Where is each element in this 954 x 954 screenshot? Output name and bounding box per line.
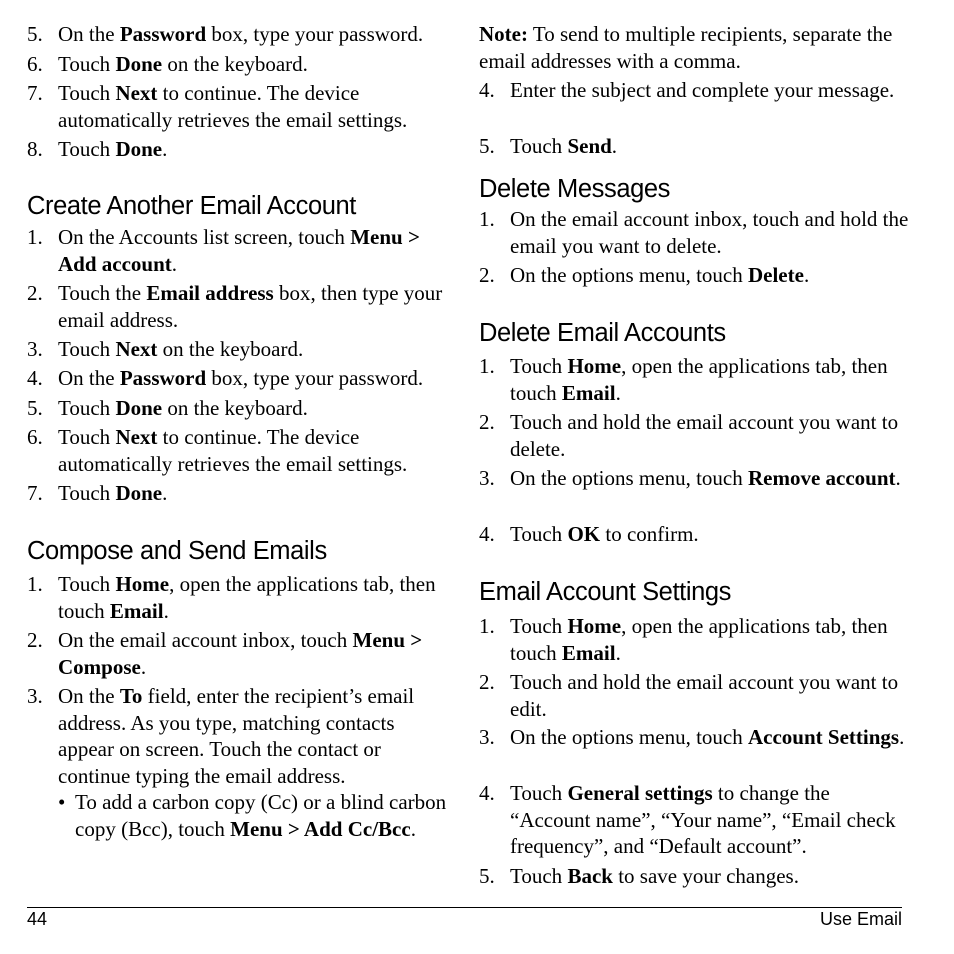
step-number: 1. <box>27 572 43 596</box>
text-run: On the options menu, touch <box>510 725 748 749</box>
step-number: 1. <box>479 614 495 638</box>
bold-term: Email <box>561 380 616 405</box>
step-text <box>510 409 910 462</box>
text-run: Touch <box>58 337 116 361</box>
step-text <box>58 136 450 163</box>
text-run: . <box>803 263 810 287</box>
bold-term: Email <box>561 640 616 665</box>
step-text <box>58 683 450 789</box>
text-run: . <box>140 654 147 679</box>
bold-term: Password <box>119 22 207 46</box>
text-run: . <box>611 134 618 158</box>
bold-term: Remove account <box>747 466 896 490</box>
step-number: 2. <box>479 670 495 694</box>
step-number: 2. <box>27 281 43 305</box>
step-number: 4. <box>479 781 495 805</box>
text-run: . <box>162 481 168 505</box>
text-run: Touch <box>510 354 568 378</box>
note-text <box>479 21 907 74</box>
section-heading: Create Another Email Account <box>27 192 356 220</box>
text-run: Touch the <box>58 281 147 305</box>
text-run: Touch <box>58 396 116 420</box>
bold-term: Done <box>115 396 163 420</box>
bold-term: OK <box>567 522 601 546</box>
bold-term: Password <box>119 366 207 390</box>
step-number: 6. <box>27 425 43 449</box>
text-run: On the options menu, touch <box>510 263 748 287</box>
step-text <box>510 669 910 722</box>
bold-term: Next <box>115 425 158 449</box>
step-number: 2. <box>479 263 495 287</box>
bold-term: Email address <box>146 281 274 305</box>
bold-term: Home <box>567 354 622 378</box>
text-run: On the options menu, touch <box>510 466 748 490</box>
bold-term: Home <box>115 572 170 596</box>
bold-term: Menu > Add account <box>58 225 420 276</box>
text-run: to continue. The device automatically retrieves the email settings. <box>58 81 408 132</box>
bold-term: Menu > Add Cc/Bcc <box>230 816 411 841</box>
step-number: 6. <box>27 52 43 76</box>
bullet-text <box>75 789 453 842</box>
step-text <box>510 353 910 406</box>
step-text <box>58 627 450 680</box>
section-heading: Delete Messages <box>479 175 671 203</box>
step-number: 2. <box>27 628 43 652</box>
step-number: 3. <box>27 684 43 708</box>
text-run: Touch and hold the email account you want to delete. <box>510 410 899 461</box>
text-run: Touch <box>510 614 568 638</box>
bold-term: Done <box>115 481 163 505</box>
text-run: On the <box>58 22 120 46</box>
step-text <box>510 206 910 259</box>
text-run: . <box>895 466 901 490</box>
bold-term: Note: <box>479 22 528 46</box>
text-run: On the email account inbox, touch and hold the email you want to delete. <box>510 207 909 258</box>
text-run: box, then type your email address. <box>58 281 443 332</box>
text-run: , open the applications tab, then touch <box>510 354 888 405</box>
text-run: . <box>899 725 905 749</box>
step-number: 8. <box>27 137 43 161</box>
text-run: . <box>162 137 168 161</box>
text-run: to continue. The device automatically retrieves the email settings. <box>58 425 408 476</box>
text-run: field, enter the recipient’s email address. As you type, matching contacts appear on screen. Touch the contact or continue typing the email address. <box>58 684 415 788</box>
step-text <box>58 365 450 392</box>
bold-term: Email <box>109 598 164 623</box>
step-text <box>510 724 910 751</box>
step-number: 3. <box>27 337 43 361</box>
step-text <box>510 77 910 104</box>
bold-term: Menu > Compose <box>58 628 423 679</box>
text-run: On the email account inbox, touch <box>58 628 353 652</box>
step-text <box>58 80 450 133</box>
text-run: Enter the subject and complete your message. <box>510 78 895 102</box>
section-heading: Delete Email Accounts <box>479 319 726 347</box>
bold-term: General settings <box>567 781 713 805</box>
step-text <box>58 336 450 363</box>
step-text <box>58 480 450 507</box>
step-number: 1. <box>479 207 495 231</box>
step-text <box>58 395 450 422</box>
text-run: on the keyboard. <box>162 52 308 76</box>
step-number: 1. <box>27 225 43 249</box>
text-run: to save your changes. <box>612 864 799 888</box>
section-heading: Email Account Settings <box>479 578 732 606</box>
text-run: on the keyboard. <box>162 396 308 420</box>
step-number: 7. <box>27 481 43 505</box>
text-run: . <box>615 380 621 405</box>
bold-term: Next <box>115 337 158 361</box>
step-number: 1. <box>479 354 495 378</box>
step-text <box>510 521 910 548</box>
text-run: Touch <box>58 572 116 596</box>
text-run: , open the applications tab, then touch <box>58 572 436 623</box>
step-text <box>58 571 450 624</box>
step-number: 5. <box>27 22 43 46</box>
text-run: Touch <box>58 481 116 505</box>
bold-term: Done <box>115 52 163 76</box>
step-number: 5. <box>479 864 495 888</box>
bold-term: To <box>119 684 143 708</box>
bold-term: Back <box>567 864 613 888</box>
text-run: . <box>615 640 621 665</box>
text-run: Touch and hold the email account you want to edit. <box>510 670 899 721</box>
step-text <box>510 465 910 492</box>
text-run: To send to multiple recipients, separate the email addresses with a comma. <box>479 22 893 73</box>
text-run: Touch <box>510 864 568 888</box>
step-number: 2. <box>479 410 495 434</box>
step-text <box>58 224 450 277</box>
text-run: On the <box>58 366 120 390</box>
step-number: 3. <box>479 725 495 749</box>
page-number: 44 <box>27 909 48 929</box>
step-text <box>510 863 910 890</box>
bold-term: Send <box>567 134 612 158</box>
footer-rule <box>27 907 902 908</box>
step-number: 4. <box>479 78 495 102</box>
bold-term: Delete <box>747 263 804 287</box>
text-run: Touch <box>510 134 568 158</box>
footer-section-title: Use Email <box>819 909 902 929</box>
text-run: Touch <box>58 425 116 449</box>
text-run: . <box>410 816 416 841</box>
step-text <box>510 613 910 666</box>
step-number: 3. <box>479 466 495 490</box>
step-text <box>58 51 450 78</box>
step-text <box>58 424 450 477</box>
text-run: Touch <box>58 81 116 105</box>
text-run: on the keyboard. <box>157 337 304 361</box>
text-run: , open the applications tab, then touch <box>510 614 888 665</box>
step-text <box>58 21 450 48</box>
text-run: To add a carbon copy (Cc) or a blind carbon copy (Bcc), touch <box>75 790 447 841</box>
step-text <box>510 780 910 860</box>
text-run: . <box>171 251 178 276</box>
step-number: 4. <box>479 522 495 546</box>
step-text <box>510 262 910 289</box>
text-run: On the Accounts list screen, touch <box>58 225 351 249</box>
section-heading: Compose and Send Emails <box>27 537 327 565</box>
step-number: 5. <box>27 396 43 420</box>
text-run: box, type your password. <box>206 366 424 390</box>
text-run: Touch <box>510 781 568 805</box>
step-number: 4. <box>27 366 43 390</box>
step-number: 5. <box>479 134 495 158</box>
step-number: 7. <box>27 81 43 105</box>
step-text <box>58 280 450 333</box>
step-text <box>510 133 910 160</box>
text-run: Touch <box>58 52 116 76</box>
bold-term: Account Settings <box>747 725 900 749</box>
bold-term: Next <box>115 81 158 105</box>
text-run: Touch <box>58 137 116 161</box>
bold-term: Home <box>567 614 622 638</box>
bold-term: Done <box>115 137 163 161</box>
text-run: . <box>163 598 169 623</box>
text-run: Touch <box>510 522 568 546</box>
text-run: to confirm. <box>600 522 699 546</box>
bullet-dot: • <box>58 790 66 814</box>
text-run: box, type your password. <box>206 22 424 46</box>
text-run: to change the “Account name”, “Your name”, “Email check frequency”, and “Default account”. <box>510 781 896 858</box>
text-run: On the <box>58 684 120 708</box>
